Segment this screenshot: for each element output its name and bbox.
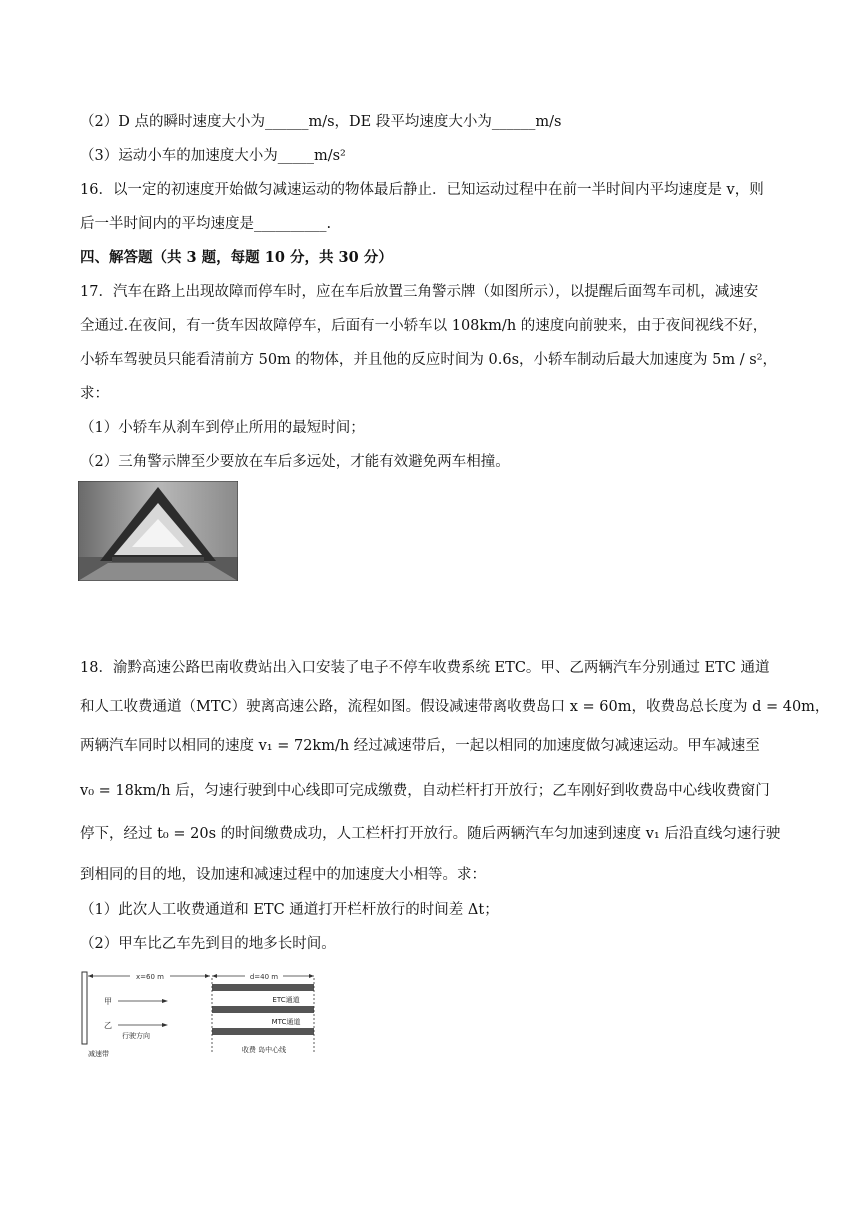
- q17-sub1: （1）小轿车从刹车到停止所用的最短时间；: [80, 420, 365, 436]
- toll-station-diagram: [78, 970, 318, 1062]
- warning-triangle-photo: [78, 481, 238, 581]
- q17-line2: 全通过.在夜间，有一货车因故障停车，后面有一小轿车以 108km/h 的速度向前驶来，由于夜间视线不好，: [80, 318, 768, 334]
- q17-line3: 小轿车驾驶员只能看清前方 50m 的物体，并且他的反应时间为 0.6s，小轿车制动后最大加速度为 5m / s²，: [80, 352, 777, 368]
- car-b-arrow: [162, 1023, 168, 1027]
- q18-line3: 两辆汽车同时以相同的速度 v₁ = 72km/h 经过减速带后，一起以相同的加速度做匀减速运动。甲车减速至: [80, 738, 760, 754]
- q17-line1: 17．汽车在路上出现故障而停车时，应在车后放置三角警示牌（如图所示），以提醒后面驾车司机，减速安: [80, 284, 759, 300]
- car-a-arrow: [162, 999, 168, 1003]
- direction-label: 行驶方向: [122, 1032, 150, 1040]
- q18-line2: 和人工收费通道（MTC）驶离高速公路，流程如图。假设减速带离收费岛口 x = 60m，收费岛总长度为 d = 40m，: [80, 699, 830, 715]
- speed-bump-bar: [82, 972, 87, 1044]
- q16-line1: 16．以一定的初速度开始做匀减速运动的物体最后静止．已知运动过程中在前一半时间内平均速度是 v，则: [80, 182, 764, 198]
- q17-sub2: （2）三角警示牌至少要放在车后多远处，才能有效避免两车相撞。: [80, 454, 510, 470]
- q18-line6: 到相同的目的地，设加速和减速过程中的加速度大小相等。求：: [80, 867, 486, 883]
- island-bottom: [212, 1028, 314, 1035]
- q18-sub2: （2）甲车比乙车先到目的地多长时间。: [80, 936, 336, 952]
- q18-sub1: （1）此次人工收费通道和 ETC 通道打开栏杆放行的时间差 Δt；: [80, 902, 499, 918]
- car-b-label: 乙: [104, 1021, 112, 1030]
- x-label: x=60 m: [136, 973, 164, 981]
- q15-part3: （3）运动小车的加速度大小为_____m/s²: [80, 148, 346, 164]
- car-a-label: 甲: [104, 997, 112, 1006]
- center-line-label: 收费 岛中心线: [241, 1046, 287, 1054]
- mtc-label: MTC通道: [271, 1018, 301, 1026]
- q16-line2: 后一半时间内的平均速度是__________.: [80, 216, 332, 232]
- q18-line4: v₀ = 18km/h 后，匀速行驶到中心线即可完成缴费，自动栏杆打开放行；乙车刚好到收费岛中心线收费窗门: [80, 783, 770, 799]
- d-label: d=40 m: [249, 973, 279, 981]
- q18-line5: 停下，经过 t₀ = 20s 的时间缴费成功，人工栏杆打开放行。随后两辆汽车匀加速到速度 v₁ 后沿直线匀速行驶: [80, 826, 781, 842]
- q15-part2: （2）D 点的瞬时速度大小为______m/s，DE 段平均速度大小为______m/s: [80, 114, 562, 130]
- q18-line1: 18．渝黔高速公路巴南收费站出入口安装了电子不停车收费系统 ETC。甲、乙两辆汽车分别通过 ETC 通道: [80, 660, 770, 676]
- section-heading: 四、解答题（共 3 题，每题 10 分，共 30 分）: [80, 249, 393, 266]
- island-top: [212, 984, 314, 991]
- etc-label: ETC通道: [272, 996, 300, 1004]
- island-middle: [212, 1006, 314, 1013]
- speed-bump-label: 减速带: [88, 1050, 109, 1058]
- q17-line4: 求：: [80, 386, 109, 402]
